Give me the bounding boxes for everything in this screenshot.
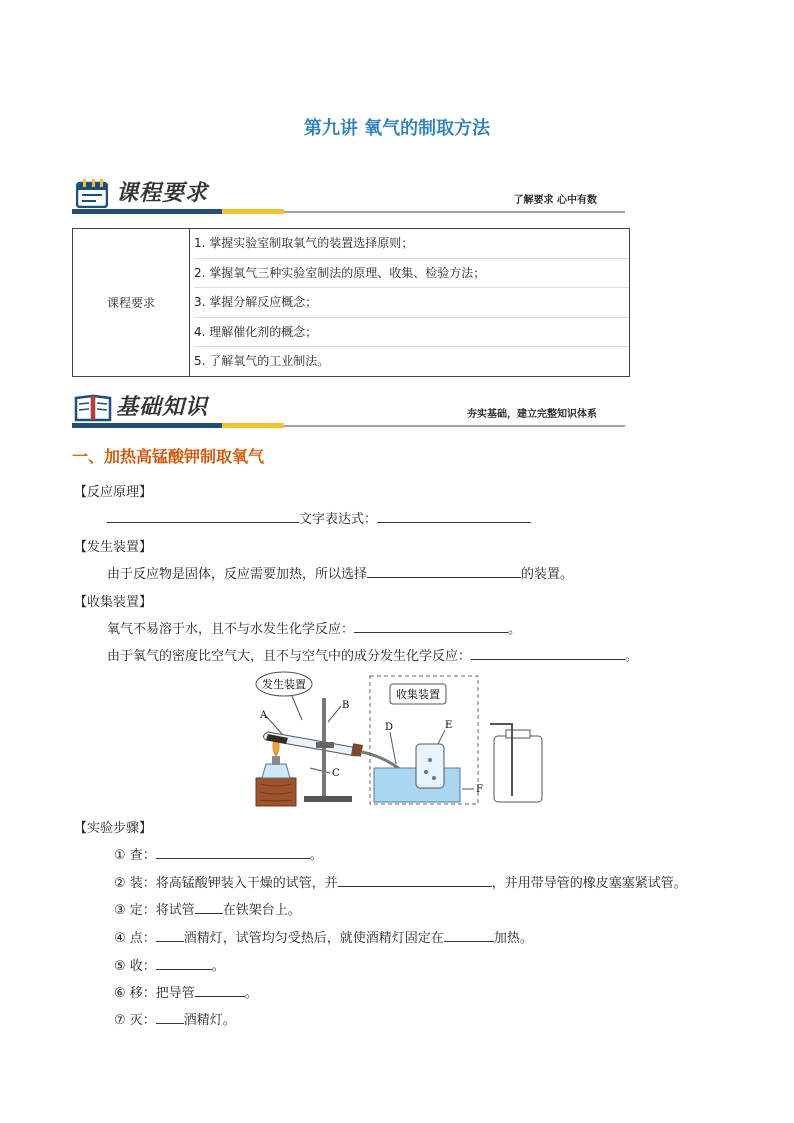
gas-bubble <box>428 758 432 762</box>
collector-line-1 <box>107 618 521 637</box>
answer-blank[interactable] <box>444 928 494 942</box>
generator-callout-label: 发生装置 <box>262 678 306 691</box>
generator-line <box>107 563 573 582</box>
step-text: 。 <box>244 986 258 1001</box>
label-c: C <box>332 768 340 779</box>
alcohol-lamp <box>262 764 290 778</box>
label-b-pointer <box>328 706 341 722</box>
calendar-icon <box>76 178 108 208</box>
requirements-table <box>72 228 630 377</box>
step-1 <box>114 844 323 863</box>
requirement-item: 4. 理解催化剂的概念； <box>194 318 629 348</box>
label-c-pointer <box>310 768 330 773</box>
page-title: 第九讲 氧气的制取方法 <box>303 118 491 139</box>
step-text: ⑥ 移：把导管 <box>114 986 195 1001</box>
answer-blank[interactable] <box>367 564 521 578</box>
label-f: F <box>476 784 483 795</box>
collector-label: 【收集装置】 <box>74 595 153 610</box>
label-d-pointer <box>390 732 396 764</box>
answer-blank[interactable] <box>377 509 531 523</box>
step-text: ④ 点： <box>114 931 156 946</box>
label-e: E <box>445 720 453 731</box>
banner-heading: 基础知识 <box>116 395 209 420</box>
answer-blank[interactable] <box>338 873 492 887</box>
lamp-wick <box>272 756 280 765</box>
apparatus-diagram <box>240 668 550 808</box>
step-text: 酒精灯。 <box>183 1013 236 1028</box>
step-6 <box>114 982 258 1001</box>
generator-text: 由于反应物是固体，反应需要加热，所以选择 <box>107 567 368 582</box>
answer-blank[interactable] <box>195 983 245 997</box>
requirement-item: 1. 掌握实验室制取氧气的装置选择原则； <box>194 229 629 259</box>
banner-tagline: 了解要求 心中有数 <box>513 195 597 206</box>
step-7 <box>114 1009 236 1028</box>
step-text: ② 装：将高锰酸钾装入干燥的试管，并 <box>114 876 338 891</box>
step-text: 。 <box>211 959 225 974</box>
answer-blank[interactable] <box>156 928 184 942</box>
answer-blank[interactable] <box>156 1010 184 1024</box>
banner-rule <box>284 211 625 213</box>
steps-label: 【实验步骤】 <box>74 821 153 836</box>
section-banner-basic-knowledge <box>72 390 625 430</box>
collector-text: 由于氧气的密度比空气大，且不与空气中的成分发生化学反应： <box>107 649 472 664</box>
answer-blank[interactable] <box>156 845 310 859</box>
step-4 <box>114 927 533 946</box>
collector-text: 。 <box>625 649 639 664</box>
generator-label: 【发生装置】 <box>74 540 153 555</box>
banner-underline <box>72 423 222 428</box>
step-text: ⑤ 收： <box>114 959 156 974</box>
gas-bubble <box>424 770 428 774</box>
iron-stand-clamp <box>316 742 334 748</box>
step-text: 加热。 <box>493 931 533 946</box>
requirement-item: 2. 掌握氧气三种实验室制法的原理、收集、检验方法； <box>194 259 629 289</box>
section-heading: 一、加热高锰酸钾制取氧气 <box>72 447 265 466</box>
label-b: B <box>342 700 350 711</box>
banner-rule <box>284 425 625 427</box>
step-text: ③ 定：将试管 <box>114 903 195 918</box>
collector-line-2 <box>107 645 638 664</box>
principle-line <box>107 508 531 527</box>
requirement-item: 5. 了解氧气的工业制法。 <box>194 354 330 368</box>
step-text: ① 查： <box>114 848 156 863</box>
label-d: D <box>385 722 394 733</box>
section-banner-course-requirements <box>72 176 625 216</box>
answer-blank[interactable] <box>354 619 508 633</box>
banner-underline <box>72 209 222 214</box>
collecting-bottle-upright <box>494 736 542 802</box>
requirement-item: 3. 掌握分解反应概念； <box>194 288 629 318</box>
iron-stand-base <box>304 796 352 802</box>
label-a: A <box>260 710 268 721</box>
label-a-pointer <box>266 716 282 734</box>
banner-heading: 课程要求 <box>116 181 209 206</box>
book-icon <box>74 394 112 422</box>
step-2 <box>114 872 687 891</box>
answer-blank[interactable] <box>471 646 625 660</box>
requirements-header: 课程要求 <box>73 229 190 377</box>
bottle-neck <box>506 730 530 738</box>
callout-pointer <box>292 696 302 720</box>
rubber-stopper <box>351 743 363 757</box>
step-text: ⑦ 灭： <box>114 1013 156 1028</box>
gas-bubble <box>432 776 436 780</box>
principle-label: 【反应原理】 <box>74 485 153 500</box>
banner-underline-accent <box>222 209 284 214</box>
step-text: ，并用带导管的橡皮塞塞紧试管。 <box>491 876 687 891</box>
answer-blank[interactable] <box>195 900 223 914</box>
step-text: 在铁架台上。 <box>222 903 301 918</box>
gas-collecting-bottle <box>416 744 444 788</box>
step-text: 酒精灯，试管均匀受热后，就使酒精灯固定在 <box>183 931 444 946</box>
expression-label: 文字表达式： <box>299 512 378 527</box>
banner-tagline: 夯实基础，建立完整知识体系 <box>467 409 597 420</box>
step-5 <box>114 955 225 974</box>
collector-text: 氧气不易溶于水，且不与水发生化学反应： <box>107 622 355 637</box>
collector-text: 。 <box>508 622 522 637</box>
answer-blank[interactable] <box>107 509 299 523</box>
collector-callout-label: 收集装置 <box>396 688 440 701</box>
answer-blank[interactable] <box>156 956 212 970</box>
generator-text: 的装置。 <box>521 567 574 582</box>
banner-underline-accent <box>222 423 284 428</box>
step-3 <box>114 899 301 918</box>
step-text: 。 <box>309 848 323 863</box>
